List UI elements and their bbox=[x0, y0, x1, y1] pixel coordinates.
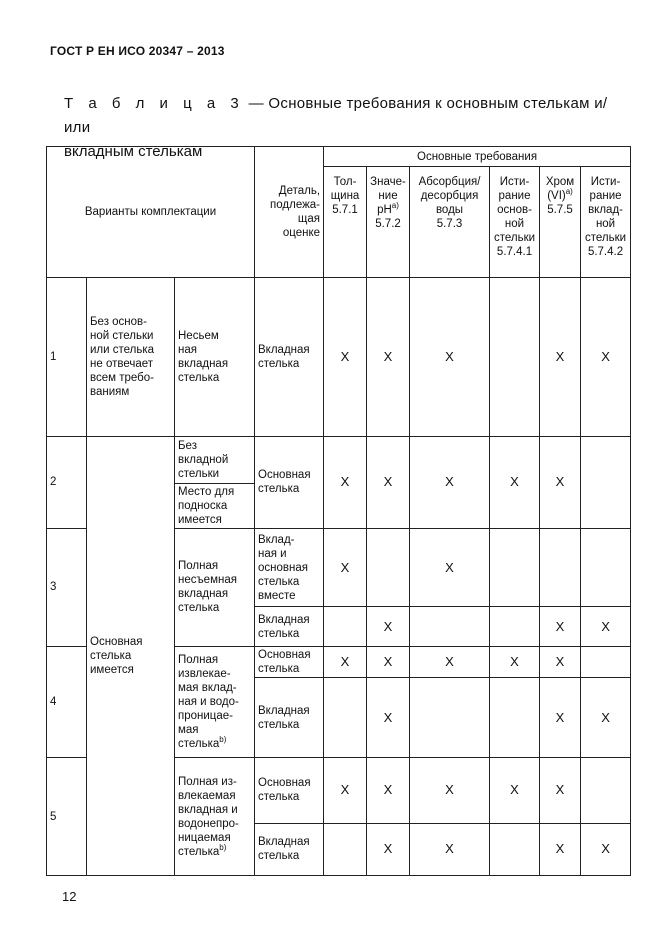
detail-header-line: Деталь, bbox=[278, 184, 321, 197]
detail-line: стелька bbox=[258, 357, 300, 370]
requirement-clause-ref: 5.7.4.2 bbox=[587, 246, 624, 259]
requirement-header-line: (VI) bbox=[547, 190, 566, 203]
detail-line: стелька bbox=[258, 627, 300, 640]
mark-cell: X bbox=[581, 823, 631, 875]
requirement-header-line: Исти- bbox=[499, 176, 530, 189]
requirement-header-line: воды bbox=[435, 204, 464, 217]
mark-cell: X bbox=[581, 277, 631, 436]
mark-cell: X bbox=[324, 646, 367, 677]
requirement-header-line: щина bbox=[330, 190, 360, 203]
mark-cell bbox=[581, 436, 631, 528]
requirement-header-line: рание bbox=[498, 190, 531, 203]
variant-line: вкладная bbox=[178, 357, 229, 370]
detail-cell bbox=[255, 436, 324, 528]
variant-line: вкладной bbox=[178, 453, 229, 466]
mark-cell: X bbox=[540, 758, 581, 823]
requirement-header bbox=[367, 167, 410, 278]
mark-cell: X bbox=[540, 436, 581, 528]
mark-cell: X bbox=[324, 529, 367, 607]
detail-line: Вкладная bbox=[258, 836, 310, 849]
variant-line: Место для bbox=[178, 485, 235, 498]
detail-line: стелька bbox=[258, 791, 300, 804]
mark-cell: X bbox=[410, 436, 490, 528]
requirement-header-line: ной bbox=[504, 218, 525, 231]
mark-cell: X bbox=[581, 607, 631, 646]
variant-cell bbox=[175, 277, 255, 436]
requirement-header-line: стельки bbox=[585, 232, 627, 245]
mark-cell: X bbox=[490, 758, 540, 823]
variant-line: вкладная и bbox=[178, 803, 238, 816]
mark-cell bbox=[367, 529, 410, 607]
base-insole-line: стелька bbox=[90, 649, 132, 662]
mark-cell: X bbox=[490, 436, 540, 528]
detail-cell bbox=[255, 677, 324, 757]
variant-line: стелька bbox=[178, 845, 220, 858]
variant-line: стельки bbox=[178, 467, 220, 480]
mark-cell bbox=[540, 529, 581, 607]
requirement-header-line: ние bbox=[378, 190, 398, 203]
requirement-header-line: Значе- bbox=[370, 176, 406, 189]
detail-cell bbox=[255, 529, 324, 607]
mark-cell: X bbox=[367, 646, 410, 677]
base-insole-cell bbox=[87, 436, 175, 875]
mark-cell: X bbox=[540, 646, 581, 677]
requirement-header-line: Исти- bbox=[590, 176, 621, 189]
mark-cell bbox=[490, 677, 540, 757]
document-standard-header: ГОСТ Р ЕН ИСО 20347 – 2013 bbox=[50, 44, 225, 58]
row-number: 5 bbox=[47, 758, 87, 876]
mark-cell bbox=[410, 607, 490, 646]
variant-line: стелька bbox=[178, 602, 220, 615]
base-insole-line: всем требо- bbox=[90, 371, 154, 384]
variant-line: мая bbox=[178, 723, 199, 736]
variant-line: ницаемая bbox=[178, 831, 231, 844]
caption-title-line2: вкладным стелькам bbox=[64, 143, 203, 160]
mark-cell: X bbox=[324, 758, 367, 823]
mark-cell bbox=[581, 646, 631, 677]
base-insole-line: имеется bbox=[90, 663, 134, 676]
requirement-header-line: Абсорбция/ bbox=[418, 176, 481, 189]
detail-cell bbox=[255, 758, 324, 823]
requirement-header-line: вклад- bbox=[588, 204, 623, 217]
mark-cell: X bbox=[410, 758, 490, 823]
variant-line: имеется bbox=[178, 513, 222, 526]
variant-line: Полная bbox=[178, 653, 219, 666]
variant-line: Полная из- bbox=[178, 775, 237, 788]
requirement-header bbox=[540, 167, 581, 278]
mark-cell bbox=[490, 607, 540, 646]
mark-cell bbox=[581, 529, 631, 607]
detail-line: Вклад- bbox=[258, 533, 295, 546]
requirements-table bbox=[46, 146, 631, 876]
detail-cell bbox=[255, 823, 324, 875]
variant-cell bbox=[175, 483, 255, 528]
mark-cell: X bbox=[367, 277, 410, 436]
variant-line: влекаемая bbox=[178, 789, 236, 802]
variant-line: водонепро- bbox=[178, 817, 239, 830]
mark-cell bbox=[324, 677, 367, 757]
detail-line: стелька bbox=[258, 483, 300, 496]
requirement-header bbox=[581, 167, 631, 278]
base-insole-line: не отвечает bbox=[90, 357, 154, 370]
mark-cell bbox=[581, 758, 631, 823]
table-row bbox=[47, 277, 631, 436]
base-insole-line: ваниям bbox=[90, 385, 130, 398]
mark-cell: X bbox=[410, 823, 490, 875]
variant-line: вкладная bbox=[178, 588, 229, 601]
row-number: 4 bbox=[47, 646, 87, 758]
requirement-header bbox=[324, 167, 367, 278]
requirement-header bbox=[490, 167, 540, 278]
requirement-header-line: стельки bbox=[493, 232, 536, 245]
mark-cell: X bbox=[367, 823, 410, 875]
requirement-header-line: Тол- bbox=[333, 176, 357, 189]
mark-cell: X bbox=[367, 607, 410, 646]
detail-line: стелька bbox=[258, 718, 300, 731]
detail-header-line: оценке bbox=[282, 226, 321, 239]
requirement-header-footnote-ref: а) bbox=[565, 187, 573, 197]
caption-title-line1: — Основные требования к основным стелькам и/или bbox=[64, 95, 608, 136]
variant-cell bbox=[175, 758, 255, 876]
base-insole-cell bbox=[87, 277, 175, 436]
base-insole-line: ной стельки bbox=[90, 329, 154, 342]
requirement-header-line: десорбция bbox=[420, 190, 479, 203]
mark-cell bbox=[490, 529, 540, 607]
detail-header bbox=[255, 147, 324, 278]
requirement-clause-ref: 5.7.5 bbox=[547, 204, 573, 217]
variant-cell bbox=[175, 529, 255, 647]
variant-footnote-ref: b) bbox=[219, 735, 227, 745]
requirement-header bbox=[410, 167, 490, 278]
base-insole-line: Без основ- bbox=[90, 315, 147, 328]
mark-cell: X bbox=[367, 677, 410, 757]
mark-cell: X bbox=[410, 277, 490, 436]
requirement-header-footnote-ref: а) bbox=[391, 201, 399, 211]
variant-line: ная и водо- bbox=[178, 695, 239, 708]
variant-line: Несьем bbox=[178, 329, 219, 342]
requirement-clause-ref: 5.7.4.1 bbox=[496, 246, 533, 259]
detail-line: Основная bbox=[258, 469, 311, 482]
detail-line: Основная bbox=[258, 648, 311, 661]
detail-cell bbox=[255, 277, 324, 436]
variant-cell bbox=[175, 436, 255, 483]
requirement-header-line: рание bbox=[589, 190, 622, 203]
mark-cell: X bbox=[581, 677, 631, 757]
detail-header-line: подлежа- bbox=[270, 198, 321, 211]
row-number: 3 bbox=[47, 529, 87, 647]
mark-cell bbox=[324, 823, 367, 875]
detail-line: Вкладная bbox=[258, 343, 310, 356]
requirement-header-line: основ- bbox=[497, 204, 532, 217]
mark-cell bbox=[410, 677, 490, 757]
table-number: Т а б л и ц а 3 bbox=[64, 95, 245, 112]
mark-cell: X bbox=[324, 277, 367, 436]
detail-line: стелька bbox=[258, 662, 300, 675]
detail-line: стелька bbox=[258, 850, 300, 863]
requirement-header-line: Хром bbox=[545, 176, 575, 189]
mark-cell: X bbox=[540, 823, 581, 875]
table-row bbox=[47, 436, 631, 483]
detail-line: Вкладная bbox=[258, 704, 310, 717]
requirement-clause-ref: 5.7.1 bbox=[332, 204, 358, 217]
mark-cell: X bbox=[410, 529, 490, 607]
detail-line: вместе bbox=[258, 589, 296, 602]
mark-cell bbox=[490, 823, 540, 875]
variant-cell bbox=[175, 646, 255, 758]
detail-line: стелька bbox=[258, 575, 300, 588]
variant-line: несъемная bbox=[178, 574, 237, 587]
variant-line: стелька bbox=[178, 737, 220, 750]
variant-line: Без bbox=[178, 439, 197, 452]
mark-cell: X bbox=[540, 607, 581, 646]
header-row bbox=[47, 147, 631, 167]
base-insole-line: или стелька bbox=[90, 343, 155, 356]
requirement-clause-ref: 5.7.3 bbox=[436, 218, 463, 231]
requirements-group-header: Основные требования bbox=[324, 147, 631, 167]
mark-cell: X bbox=[410, 646, 490, 677]
variant-line: ная bbox=[178, 343, 197, 356]
detail-cell bbox=[255, 607, 324, 646]
variant-line: подноска bbox=[178, 499, 228, 512]
variant-line: проницае- bbox=[178, 709, 234, 722]
page-number: 12 bbox=[62, 889, 77, 904]
requirement-clause-ref: 5.7.2 bbox=[375, 218, 401, 231]
mark-cell: X bbox=[540, 677, 581, 757]
mark-cell: X bbox=[367, 436, 410, 528]
variants-header: Варианты комплектации bbox=[47, 147, 255, 278]
detail-line: Вкладная bbox=[258, 613, 310, 626]
detail-cell bbox=[255, 646, 324, 677]
mark-cell: X bbox=[540, 277, 581, 436]
variant-line: мая вклад- bbox=[178, 681, 237, 694]
requirement-header-line: pH bbox=[377, 204, 392, 217]
row-number: 2 bbox=[47, 436, 87, 528]
base-insole-line: Основная bbox=[90, 635, 143, 648]
variant-line: стелька bbox=[178, 371, 220, 384]
mark-cell: X bbox=[490, 646, 540, 677]
detail-line: основная bbox=[258, 561, 308, 574]
detail-header-line: щая bbox=[297, 212, 321, 225]
mark-cell bbox=[490, 277, 540, 436]
row-number: 1 bbox=[47, 277, 87, 436]
variant-footnote-ref: b) bbox=[219, 842, 227, 852]
variant-line: извлекае- bbox=[178, 667, 231, 680]
mark-cell: X bbox=[367, 758, 410, 823]
detail-line: ная и bbox=[258, 547, 287, 560]
variant-line: Полная bbox=[178, 560, 219, 573]
detail-line: Основная bbox=[258, 777, 311, 790]
mark-cell bbox=[324, 607, 367, 646]
mark-cell: X bbox=[324, 436, 367, 528]
requirement-header-line: ной bbox=[595, 218, 616, 231]
